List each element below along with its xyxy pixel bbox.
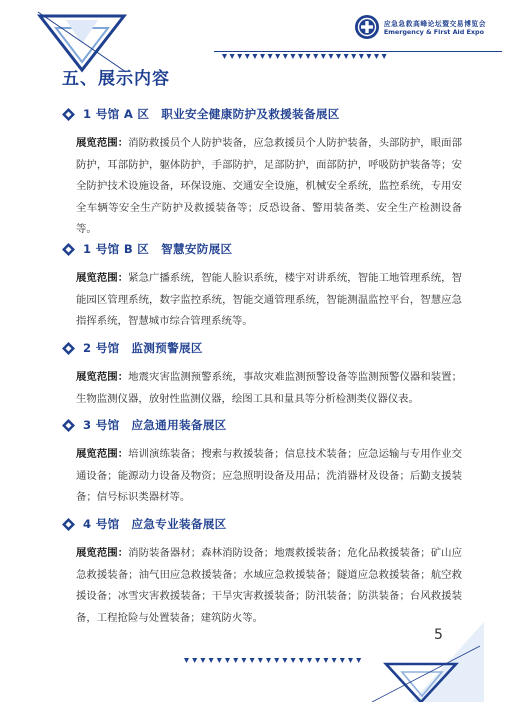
triangle-mark xyxy=(323,658,328,663)
triangle-mark xyxy=(250,658,255,663)
hall-1a-section xyxy=(62,105,462,241)
triangle-mark xyxy=(200,658,205,663)
logo-english-text: Emergency & First Aid Expo xyxy=(383,28,484,36)
scope-text: 消防救援员个人防护装备，应急救援员个人防护装备，头部防护，眼面部防护，耳部防护，躯体防护，手部防护，足部防护，面部防护，呼吸防护装备等；安全防护技术设施设备，环保设施、交通安全设施，机械安全系统，监控系统，专用安全车辆等安全生产防护及救援装备等；反恐设备、警用装备类、安全生产检测设备等。 xyxy=(76,137,463,235)
triangle-mark xyxy=(233,658,238,663)
triangle-mark xyxy=(328,54,333,59)
triangle-mark xyxy=(306,54,311,59)
footer-triangle-decoration xyxy=(352,602,484,702)
triangle-mark xyxy=(299,658,304,663)
triangle-mark xyxy=(340,658,345,663)
hall-title: 1 号馆 B 区 智慧安防展区 xyxy=(83,242,233,256)
hall-title: 3 号馆 应急通用装备展区 xyxy=(83,418,227,432)
footer-triangle-row xyxy=(184,658,364,664)
triangle-mark xyxy=(230,54,235,59)
diamond-bullet-icon xyxy=(62,243,75,256)
hall-title: 2 号馆 监测预警展区 xyxy=(83,341,203,355)
triangle-mark xyxy=(192,658,197,663)
scope-text: 培训演练装备；搜索与救援装备；信息技术装备；应急运输与专用作业交通设备；能源动力设备及物资；应急照明设备及用品；洗消器材及设备；后勤支援装备；信号标识类器材等。 xyxy=(76,448,463,503)
triangle-mark xyxy=(252,54,257,59)
triangle-mark xyxy=(225,658,230,663)
page-number: 5 xyxy=(434,627,443,643)
header-triangle-row xyxy=(222,54,392,60)
triangle-mark xyxy=(283,54,288,59)
triangle-mark xyxy=(258,658,263,663)
triangle-mark xyxy=(291,658,296,663)
hall-1b-section xyxy=(62,240,462,333)
section-title: 五、展示内容 xyxy=(62,69,170,89)
triangle-mark xyxy=(348,658,353,663)
hall-description xyxy=(62,367,462,410)
triangle-mark xyxy=(266,658,271,663)
hall-description xyxy=(62,444,462,509)
triangle-mark xyxy=(237,54,242,59)
diamond-bullet-icon xyxy=(62,419,75,432)
hall-3-section xyxy=(62,416,462,509)
scope-label: 展览范围： xyxy=(76,371,129,383)
hall-title: 4 号馆 应急专业装备展区 xyxy=(83,517,227,531)
triangle-mark xyxy=(307,658,312,663)
triangle-mark xyxy=(245,54,250,59)
expo-emblem-icon xyxy=(354,14,380,40)
triangle-mark xyxy=(313,54,318,59)
triangle-mark xyxy=(336,54,341,59)
triangle-mark xyxy=(382,54,387,59)
expo-logo xyxy=(354,14,486,40)
triangle-mark xyxy=(222,54,227,59)
triangle-mark xyxy=(268,54,273,59)
triangle-mark xyxy=(356,658,361,663)
triangle-mark xyxy=(241,658,246,663)
triangle-mark xyxy=(359,54,364,59)
diamond-bullet-icon xyxy=(62,518,75,531)
triangle-mark xyxy=(275,54,280,59)
scope-label: 展览范围： xyxy=(76,272,129,284)
triangle-mark xyxy=(321,54,326,59)
triangle-mark xyxy=(217,658,222,663)
triangle-mark xyxy=(351,54,356,59)
hall-title: 1 号馆 A 区 职业安全健康防护及救援装备展区 xyxy=(83,107,340,121)
triangle-mark xyxy=(209,658,214,663)
diamond-bullet-icon xyxy=(62,342,75,355)
logo-chinese-text: 应急急救高峰论坛暨交易博览会 xyxy=(383,20,486,28)
scope-label: 展览范围： xyxy=(76,448,129,460)
scope-text: 地震灾害监测预警系统，事故灾难监测预警设备等监测预警仪器和装置；生物监测仪器，放射性监测仪器，绘图工具和量具等分析检测类仪器仪表。 xyxy=(76,371,463,405)
hall-2-section xyxy=(62,339,462,410)
triangle-mark xyxy=(298,54,303,59)
scope-text: 紧急广播系统，智能人脸识系统，楼宇对讲系统，智能工地管理系统，智能园区管理系统，数字监控系统，智能交通管理系统，智能测温监控平台，智慧应急指挥系统，智慧城市综合管理系统等。 xyxy=(76,272,463,327)
scope-label: 展览范围： xyxy=(76,137,129,149)
triangle-mark xyxy=(315,658,320,663)
diamond-bullet-icon xyxy=(62,108,75,121)
triangle-mark xyxy=(344,54,349,59)
triangle-mark xyxy=(374,54,379,59)
hall-description xyxy=(62,268,462,333)
triangle-mark xyxy=(282,658,287,663)
header-divider xyxy=(214,51,502,52)
hall-description xyxy=(62,133,462,241)
scope-text: 消防装备器材；森林消防设备；地震救援装备；危化品救援装备；矿山应急救援装备；油气田应急救援装备；水域应急救援装备；隧道应急救援装备；航空救援设备；冰雪灾害救援装备；干旱灾害救援装备；防汛装备；防洪装备；台风救援装备，工程抢险与处置装备；建筑防火等。 xyxy=(76,547,463,624)
scope-label: 展览范围： xyxy=(76,547,129,559)
triangle-mark xyxy=(332,658,337,663)
triangle-mark xyxy=(290,54,295,59)
triangle-mark xyxy=(184,658,189,663)
triangle-mark xyxy=(366,54,371,59)
triangle-mark xyxy=(274,658,279,663)
triangle-mark xyxy=(260,54,265,59)
